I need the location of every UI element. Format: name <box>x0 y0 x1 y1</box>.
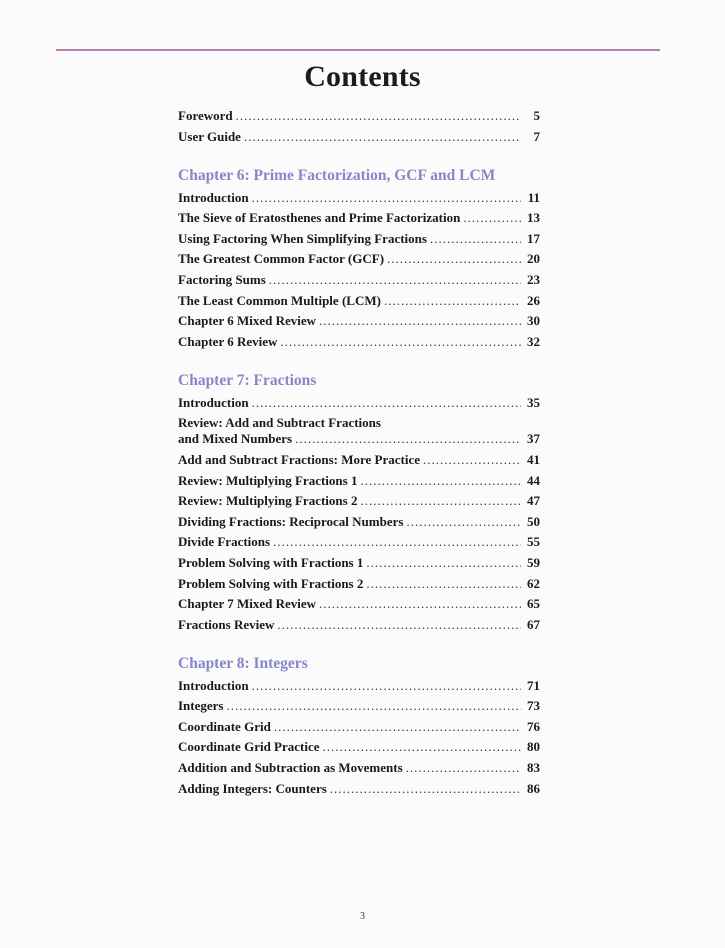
toc-entry-page: 37 <box>527 431 540 447</box>
toc-entry-label: Introduction <box>178 189 249 205</box>
toc-entry[interactable] <box>178 596 540 612</box>
toc-entry-label: Chapter 6 Review <box>178 333 278 349</box>
toc-entry-label: Problem Solving with Fractions 1 <box>178 554 364 570</box>
toc-entry-page: 83 <box>527 760 540 776</box>
toc-entry-label: Coordinate Grid <box>178 718 271 734</box>
toc-entry[interactable] <box>178 190 540 206</box>
toc-entry[interactable] <box>178 678 540 694</box>
toc-entry[interactable] <box>178 514 540 530</box>
toc-entry-label: Foreword <box>178 108 233 123</box>
dot-leader <box>319 313 521 329</box>
toc-entry[interactable] <box>178 739 540 755</box>
toc-entry-label: Introduction <box>178 677 249 693</box>
toc-entry-label: Adding Integers: Counters <box>178 780 327 796</box>
toc-entry-label: Chapter 6 Mixed Review <box>178 313 317 329</box>
toc-entry-label: Fractions Review <box>178 616 275 632</box>
toc-entry-user-guide[interactable] <box>178 129 540 145</box>
toc-entry[interactable] <box>178 781 540 797</box>
toc-entry-page: 65 <box>527 596 540 612</box>
toc-entry-label: Review: Multiplying Fractions 1 <box>178 472 358 488</box>
toc-entry[interactable] <box>178 534 540 550</box>
dot-leader <box>387 251 521 267</box>
toc-entry-label: Review: Add and Subtract Fractions <box>178 415 381 431</box>
toc-entry-label: Review: Multiplying Fractions 2 <box>178 493 358 509</box>
dot-leader <box>463 210 521 226</box>
chapter-heading[interactable]: Chapter 7: Fractions <box>178 371 317 389</box>
toc-entry[interactable] <box>178 452 540 468</box>
dot-leader <box>360 473 521 489</box>
toc-entry-label: User Guide <box>178 128 241 144</box>
toc-entry[interactable] <box>178 293 540 309</box>
dot-leader <box>274 719 521 735</box>
dot-leader <box>384 293 521 309</box>
toc-entry-page: 73 <box>527 698 540 714</box>
toc-entry-label: Problem Solving with Fractions 2 <box>178 575 364 591</box>
toc-entry-foreword[interactable] <box>178 108 540 124</box>
toc-entry-label: Factoring Sums <box>178 271 266 287</box>
dot-leader <box>273 534 521 550</box>
toc-entry-label: Integers <box>178 698 224 714</box>
toc-entry-label-continued: and Mixed Numbers <box>178 431 293 447</box>
toc-entry[interactable] <box>178 272 540 288</box>
toc-entry-page: 7 <box>533 128 540 144</box>
toc-entry-page: 44 <box>527 472 540 488</box>
table-of-contents <box>178 108 540 801</box>
toc-entry-label: The Greatest Common Factor (GCF) <box>178 251 385 267</box>
toc-entry[interactable] <box>178 617 540 633</box>
toc-entry-label: Using Factoring When Simplifying Fractions <box>178 230 427 246</box>
toc-entry-page: 59 <box>527 554 540 570</box>
toc-entry-page: 5 <box>533 108 540 123</box>
toc-entry[interactable] <box>178 313 540 329</box>
page-number: 3 <box>360 911 365 922</box>
toc-entry-page: 11 <box>527 189 540 205</box>
dot-leader <box>280 334 521 350</box>
front-matter-section <box>178 108 540 145</box>
toc-entry-page: 62 <box>527 575 540 591</box>
dot-leader <box>366 555 521 571</box>
toc-entry-page: 30 <box>527 313 540 329</box>
toc-entry[interactable] <box>178 473 540 489</box>
chapter-heading[interactable]: Chapter 8: Integers <box>178 654 308 672</box>
toc-entry-label: Chapter 7 Mixed Review <box>178 596 317 612</box>
dot-leader <box>252 678 521 694</box>
toc-entry[interactable] <box>178 555 540 571</box>
toc-entry-page: 17 <box>527 230 540 246</box>
toc-entry-page: 76 <box>527 718 540 734</box>
dot-leader <box>252 395 521 411</box>
dot-leader <box>430 231 521 247</box>
chapter-7-section <box>178 372 540 633</box>
dot-leader <box>295 431 521 447</box>
toc-entry-label: The Least Common Multiple (LCM) <box>178 292 381 308</box>
dot-leader <box>366 576 521 592</box>
toc-entry-page: 35 <box>527 394 540 410</box>
top-divider-rule <box>56 49 660 51</box>
toc-entry[interactable] <box>178 719 540 735</box>
dot-leader <box>252 190 521 206</box>
chapter-heading[interactable]: Chapter 6: Prime Factorization, GCF and LCM <box>178 166 496 184</box>
toc-entry[interactable] <box>178 334 540 350</box>
toc-entry[interactable] <box>178 493 540 509</box>
toc-entry-page: 26 <box>527 292 540 308</box>
dot-leader <box>330 781 521 797</box>
toc-entry[interactable] <box>178 698 540 714</box>
toc-entry[interactable] <box>178 210 540 226</box>
dot-leader <box>406 760 521 776</box>
toc-entry-page: 67 <box>527 616 540 632</box>
toc-entry-label: Divide Fractions <box>178 534 271 550</box>
toc-entry-label: Addition and Subtraction as Movements <box>178 760 403 776</box>
toc-entry-page: 86 <box>527 780 540 796</box>
toc-entry-page: 41 <box>527 451 540 467</box>
page-title: Contents <box>304 60 421 93</box>
toc-entry-label: Add and Subtract Fractions: More Practice <box>178 451 421 467</box>
toc-entry[interactable] <box>178 251 540 267</box>
toc-entry[interactable] <box>178 395 540 411</box>
toc-entry-page: 32 <box>527 333 540 349</box>
toc-entry-page: 13 <box>527 210 540 226</box>
toc-entry-page: 23 <box>527 271 540 287</box>
dot-leader <box>227 698 522 714</box>
toc-entry-label: Coordinate Grid Practice <box>178 739 320 755</box>
dot-leader <box>360 493 521 509</box>
dot-leader <box>244 129 521 145</box>
dot-leader <box>423 452 521 468</box>
dot-leader <box>269 272 521 288</box>
dot-leader <box>323 739 521 755</box>
toc-entry-page: 20 <box>527 251 540 267</box>
chapter-6-section <box>178 167 540 350</box>
toc-entry-label: Introduction <box>178 394 249 410</box>
dot-leader <box>236 108 521 124</box>
dot-leader <box>319 596 521 612</box>
toc-entry[interactable] <box>178 415 540 447</box>
toc-entry-page: 80 <box>527 739 540 755</box>
toc-entry-label: The Sieve of Eratosthenes and Prime Factorization <box>178 210 461 226</box>
chapter-8-section <box>178 655 540 797</box>
toc-entry-page: 47 <box>527 493 540 509</box>
toc-entry[interactable] <box>178 576 540 592</box>
toc-entry-page: 50 <box>527 513 540 529</box>
toc-entry-page: 55 <box>527 534 540 550</box>
toc-entry[interactable] <box>178 231 540 247</box>
dot-leader <box>406 514 521 530</box>
toc-entry-page: 71 <box>527 677 540 693</box>
toc-entry[interactable] <box>178 760 540 776</box>
toc-entry-label: Dividing Fractions: Reciprocal Numbers <box>178 513 404 529</box>
dot-leader <box>277 617 521 633</box>
